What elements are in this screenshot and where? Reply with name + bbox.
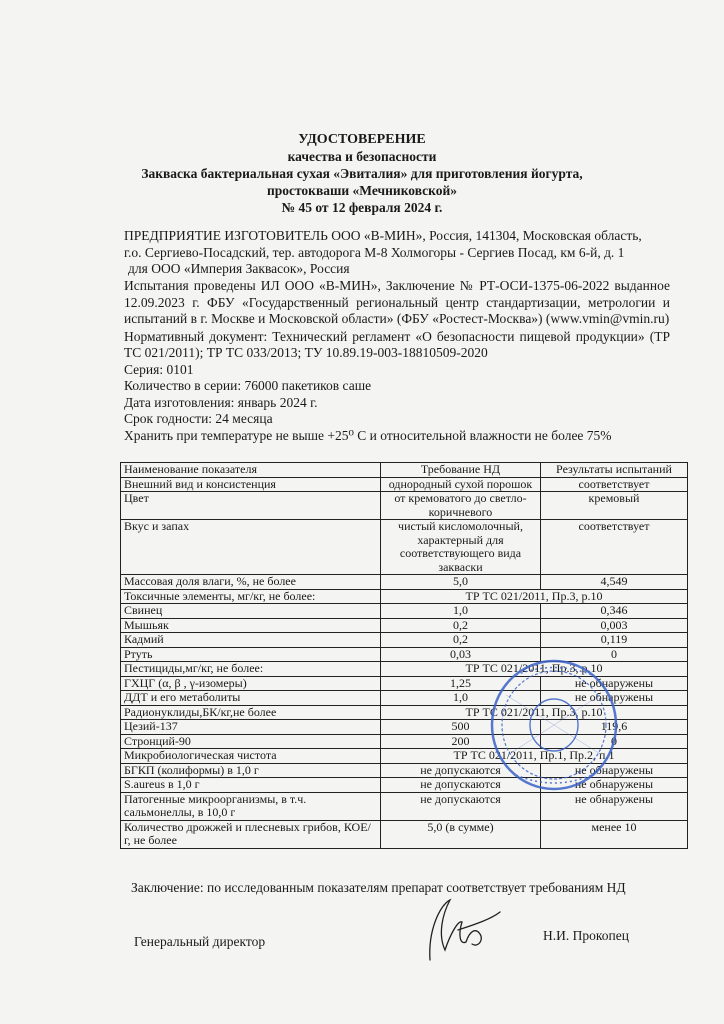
test-result: не обнаружены	[541, 778, 688, 793]
header-line-2: Закваска бактериальная сухая «Эвиталия» для приготовления йогурта,	[141, 166, 583, 181]
indicator-name: ГХЦГ (α, β , γ-изомеры)	[121, 676, 381, 691]
table-row	[121, 520, 688, 575]
shelf-life: Срок годности: 24 месяца	[124, 411, 273, 426]
indicator-name: Стронций-90	[121, 734, 381, 749]
table-row	[121, 477, 688, 492]
manufacturer-block	[124, 228, 670, 278]
details-block	[124, 278, 670, 444]
requirement-value: однородный сухой порошок	[381, 477, 541, 492]
test-result: не обнаружены	[541, 763, 688, 778]
storage-conditions: Хранить при температуре не выше +25⁰ С и относительной влажности не более 75%	[124, 427, 612, 443]
table-header-cell: Требование НД	[381, 463, 541, 478]
requirement-reference: ТР ТС 021/2011, Пр.1, Пр.2, п.1	[381, 749, 688, 764]
indicator-name: S.aureus в 1,0 г	[121, 778, 381, 793]
indicator-name: Свинец	[121, 604, 381, 619]
requirement-value: 1,0	[381, 691, 541, 706]
indicator-name: Токсичные элементы, мг/кг, не более:	[121, 589, 381, 604]
requirement-reference: ТР ТС 021/2011, Пр.3, р.10	[381, 662, 688, 677]
table-header-cell: Наименование показателя	[121, 463, 381, 478]
requirement-reference: ТР ТС 021/2011, Пр.3, р.10	[381, 589, 688, 604]
signature-image	[400, 890, 520, 970]
requirement-reference: ТР ТС 021/2011, Пр.3, р.10	[381, 705, 688, 720]
requirement-value: 5,0 (в сумме)	[381, 820, 541, 848]
indicator-name: Микробиологическая чистота	[121, 749, 381, 764]
test-result: 0,346	[541, 604, 688, 619]
indicator-name: Внешний вид и консистенция	[121, 477, 381, 492]
indicator-name: Количество дрожжей и плесневых грибов, КОЕ/г, не более	[121, 820, 381, 848]
requirement-value: 0,03	[381, 647, 541, 662]
table-row	[121, 575, 688, 590]
manufacturer-line-1: ПРЕДПРИЯТИЕ ИЗГОТОВИТЕЛЬ ООО «В-МИН», Россия, 141304, Московская область,	[124, 228, 642, 243]
requirement-value: 500	[381, 720, 541, 735]
round-stamp	[486, 655, 622, 795]
requirement-value: 5,0	[381, 575, 541, 590]
test-result: 0,003	[541, 618, 688, 633]
indicator-name: Вкус и запах	[121, 520, 381, 575]
test-result: не обнаружены	[541, 691, 688, 706]
table-header-cell: Результаты испытаний	[541, 463, 688, 478]
indicator-name: Патогенные микроорганизмы, в т.ч. сальмонеллы, в 10,0 г	[121, 792, 381, 820]
requirement-value: 0,2	[381, 618, 541, 633]
test-result: не обнаружены	[541, 792, 688, 820]
normative-document: Нормативный документ: Технический регламент «О безопасности пищевой продукции» (ТР ТС 021/2011); ТР ТС 033/2013; ТУ 10.89.19-003-18810509-2020	[124, 328, 670, 360]
signer-name: Н.И. Прокопец	[543, 928, 629, 943]
signer-title: Генеральный директор	[134, 934, 266, 949]
requirement-value: 1,25	[381, 676, 541, 691]
test-result: соответствует	[541, 520, 688, 575]
indicator-name: Массовая доля влаги, %, не более	[121, 575, 381, 590]
indicator-name: БГКП (колиформы) в 1,0 г	[121, 763, 381, 778]
table-row	[121, 492, 688, 520]
header-line-4: № 45 от 12 февраля 2024 г.	[281, 200, 443, 215]
table-row	[121, 820, 688, 848]
indicator-name: Мышьяк	[121, 618, 381, 633]
indicator-name: Пестициды,мг/кг, не более:	[121, 662, 381, 677]
header-line-3: простокваши «Мечниковской»	[266, 183, 458, 198]
manufacturer-line-2: г.о. Сергиево-Посадский, тер. автодорога М-8 Холмогоры - Сергиев Посад, км 6-й, д. 1	[124, 244, 625, 260]
table-row	[121, 618, 688, 633]
requirement-value: от кремоватого до светло-коричневого	[381, 492, 541, 520]
conclusion: Заключение: по исследованным показателям препарат соответствует требованиям НД	[131, 880, 626, 895]
requirement-value: не допускаются	[381, 763, 541, 778]
requirement-value: 1,0	[381, 604, 541, 619]
manufacture-date: Дата изготовления: январь 2024 г.	[124, 394, 318, 410]
table-row	[121, 633, 688, 648]
header-line-1: качества и безопасности	[287, 149, 437, 164]
manufacturer-line-3: для ООО «Империя Заквасок», Россия	[128, 261, 350, 276]
test-result: менее 10	[541, 820, 688, 848]
indicator-name: ДДТ и его метаболиты	[121, 691, 381, 706]
test-result: 0	[541, 734, 688, 749]
test-result: 0	[541, 647, 688, 662]
table-header-row	[121, 463, 688, 478]
requirement-value: чистый кисломолочный, характерный для соответствующего вида закваски	[381, 520, 541, 575]
test-result: кремовый	[541, 492, 688, 520]
testing-info: Испытания проведены ИЛ ООО «В-МИН», Заключение № РТ-ОСИ-1375-06-2022 выданное 12.09.2023 г. ФБУ «Государственный региональный центр стандартизации, метрологии и испытаний в г. Москве и Московской области» (ФБУ «Ростест-Москва») (www.vmin@vmin.ru)	[124, 278, 670, 326]
indicator-name: Цвет	[121, 492, 381, 520]
indicator-name: Цезий-137	[121, 720, 381, 735]
indicator-name: Кадмий	[121, 633, 381, 648]
test-result: не обнаружены	[541, 676, 688, 691]
test-result: соответствует	[541, 477, 688, 492]
indicator-name: Ртуть	[121, 647, 381, 662]
indicator-name: Радионуклиды,БК/кг,не более	[121, 705, 381, 720]
table-row	[121, 604, 688, 619]
test-result: 119,6	[541, 720, 688, 735]
table-row	[121, 589, 688, 604]
requirement-value: не допускаются	[381, 792, 541, 820]
requirement-value: не допускаются	[381, 778, 541, 793]
series-info: Серия: 0101	[124, 361, 194, 377]
test-result: 0,119	[541, 633, 688, 648]
requirement-value: 200	[381, 734, 541, 749]
document-title: УДОСТОВЕРЕНИЕ	[298, 132, 426, 147]
table-row	[121, 792, 688, 820]
test-result: 4,549	[541, 575, 688, 590]
document-header	[0, 131, 724, 216]
requirement-value: 0,2	[381, 633, 541, 648]
quantity-info: Количество в серии: 76000 пакетиков саше	[124, 378, 372, 393]
